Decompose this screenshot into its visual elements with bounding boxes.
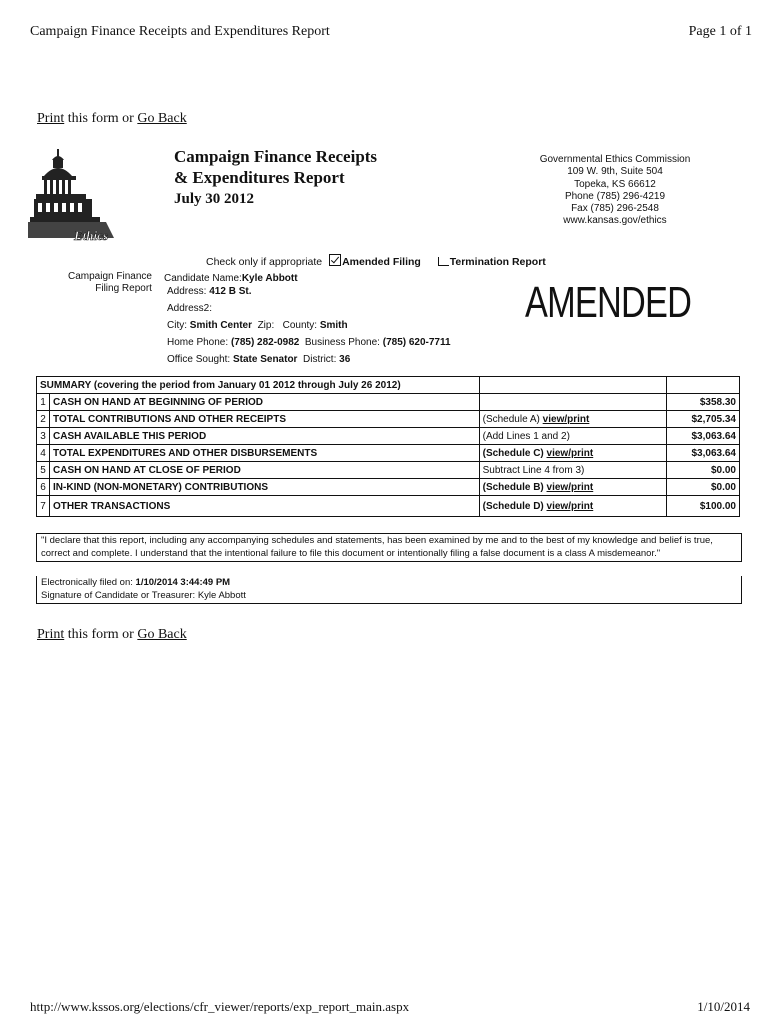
row-number: 3 [37,428,50,445]
office-label: Office Sought: [167,354,231,365]
nav-separator-text: this form or [64,111,138,126]
row-schedule [479,445,666,462]
row-schedule-text: (Schedule C) [482,447,547,459]
report-date: July 30 2012 [174,191,255,207]
row-number: 2 [37,411,50,428]
row-amount: $3,063.64 [666,445,739,462]
row-schedule [479,496,666,517]
go-back-link[interactable]: Go Back [137,111,187,126]
row-number: 7 [37,496,50,517]
amended-filing-checkbox[interactable] [329,254,341,266]
bottom-nav [37,627,187,643]
county-value: Smith [319,320,348,331]
table-row [37,445,740,462]
phone-row [167,335,451,352]
row-schedule-text: Subtract Line 4 from 3) [482,464,585,476]
print-link-bottom[interactable]: Print [37,627,65,642]
termination-report-label: Termination Report [449,256,546,268]
row-schedule [479,462,666,479]
row-schedule-text: (Add Lines 1 and 2) [482,430,570,442]
row-schedule-text: (Schedule B) [482,481,547,493]
city-row [167,318,451,335]
signature-label: Signature of Candidate or Treasurer: [41,589,196,601]
summary-heading-row [37,377,740,394]
print-link[interactable]: Print [37,111,65,126]
print-header-title: Campaign Finance Receipts and Expenditures Report [30,24,330,39]
business-phone-label: Business Phone: [304,337,380,348]
agency-phone: Phone (785) 296-4219 [564,190,666,202]
report-title-block [174,146,377,209]
summary-table [36,376,740,517]
district-value: 36 [339,354,351,365]
row-schedule-text: (Schedule A) [482,413,543,425]
agency-fax: Fax (785) 296-2548 [571,203,659,215]
filed-on-row [41,577,737,590]
city-label: City: [167,320,187,331]
schedule-d-view-print-link[interactable]: view/print [546,500,594,512]
county-label: County: [282,320,318,331]
print-footer-url: http://www.kssos.org/elections/cfr_viewer/reports/exp_report_main.aspx [30,999,410,1014]
row-amount: $0.00 [666,479,739,496]
filed-on-label: Electronically filed on: [41,577,133,588]
business-phone-value: (785) 620-7711 [382,337,451,348]
schedule-b-view-print-link[interactable]: view/print [546,481,594,493]
address-value: 412 B St. [209,286,252,297]
home-phone-label: Home Phone: [167,337,229,348]
row-description: CASH AVAILABLE THIS PERIOD [50,428,480,445]
row-amount: $2,705.34 [666,411,739,428]
row-schedule [479,479,666,496]
summary-heading: SUMMARY (covering the period from January 01 2012 through July 26 2012) [37,377,480,394]
table-row [37,462,740,479]
seal-ethics-text: Ethics [74,228,108,243]
candidate-name-label: Candidate Name: [164,273,242,284]
filing-report-label [68,271,152,295]
filing-type-prompt: Check only if appropriate [206,256,323,268]
row-description: TOTAL CONTRIBUTIONS AND OTHER RECEIPTS [50,411,480,428]
candidate-info [164,271,451,369]
summary-heading-blank [479,377,666,394]
table-row [37,428,740,445]
row-amount: $3,063.64 [666,428,739,445]
signature-row [41,590,737,603]
row-schedule [479,411,666,428]
row-schedule [479,428,666,445]
report-title-line2: & Expenditures Report [174,168,345,187]
district-label: District: [303,354,337,365]
city-value: Smith Center [189,320,253,331]
amended-stamp: AMENDED [525,278,692,327]
table-row [37,394,740,411]
row-amount: $100.00 [666,496,739,517]
address-row [167,284,451,301]
row-description: IN-KIND (NON-MONETARY) CONTRIBUTIONS [50,479,480,496]
print-header-page: Page 1 of 1 [688,24,752,39]
address2-label: Address2: [167,303,213,314]
row-description: CASH ON HAND AT CLOSE OF PERIOD [50,462,480,479]
summary-heading-blank-amount [666,377,739,394]
row-amount: $0.00 [666,462,739,479]
report-title-line1: Campaign Finance Receipts [174,147,378,166]
row-description: TOTAL EXPENDITURES AND OTHER DISBURSEMENTS [50,445,480,462]
agency-name: Governmental Ethics Commission [539,154,691,165]
row-number: 1 [37,394,50,411]
print-footer-date: 1/10/2014 [697,999,750,1014]
row-schedule [479,394,666,411]
agency-city: Topeka, KS 66612 [574,178,656,190]
schedule-c-view-print-link[interactable]: view/print [546,447,594,459]
row-number: 6 [37,479,50,496]
declaration-statement: "I declare that this report, including any accompanying schedules and statements, has been examined by me and to the best of my knowledge and belief is true, correct and complete. I understand that the intentional failure to file this document or intentionally filing a false document is a class A misdemeanor." [36,533,742,562]
schedule-a-view-print-link[interactable]: view/print [542,413,590,425]
row-description: OTHER TRANSACTIONS [50,496,480,517]
filed-on-datetime: 1/10/2014 3:44:49 PM [135,577,231,588]
amended-filing-label: Amended Filing [342,256,421,268]
filing-signature-block [36,576,742,604]
table-row [37,496,740,517]
termination-report-checkbox[interactable] [438,257,449,266]
address-label: Address: [167,286,207,297]
row-schedule-text: (Schedule D) [482,500,547,512]
row-number: 5 [37,462,50,479]
filing-report-label-line2: Filing Report [95,283,152,294]
table-row [37,411,740,428]
agency-website: www.kansas.gov/ethics [563,215,667,227]
candidate-name: Kyle Abbott [241,273,298,284]
row-amount: $358.30 [666,394,739,411]
address2-row [167,301,451,318]
filing-type-row [206,254,546,268]
signature-value: Kyle Abbott [197,589,246,601]
zip-label: Zip: [257,320,275,331]
nav-separator-text-bottom: this form or [64,627,138,642]
top-nav [37,111,187,127]
table-row [37,479,740,496]
agency-address: 109 W. 9th, Suite 504 [567,166,663,178]
office-value: State Senator [232,354,298,365]
home-phone-value: (785) 282-0982 [230,337,300,348]
kansas-ethics-seal-logo [28,146,120,246]
filing-report-label-line1: Campaign Finance [68,271,152,282]
office-row [167,352,451,369]
row-description: CASH ON HAND AT BEGINNING OF PERIOD [50,394,480,411]
agency-contact-block [520,154,710,228]
row-number: 4 [37,445,50,462]
go-back-link-bottom[interactable]: Go Back [137,627,187,642]
